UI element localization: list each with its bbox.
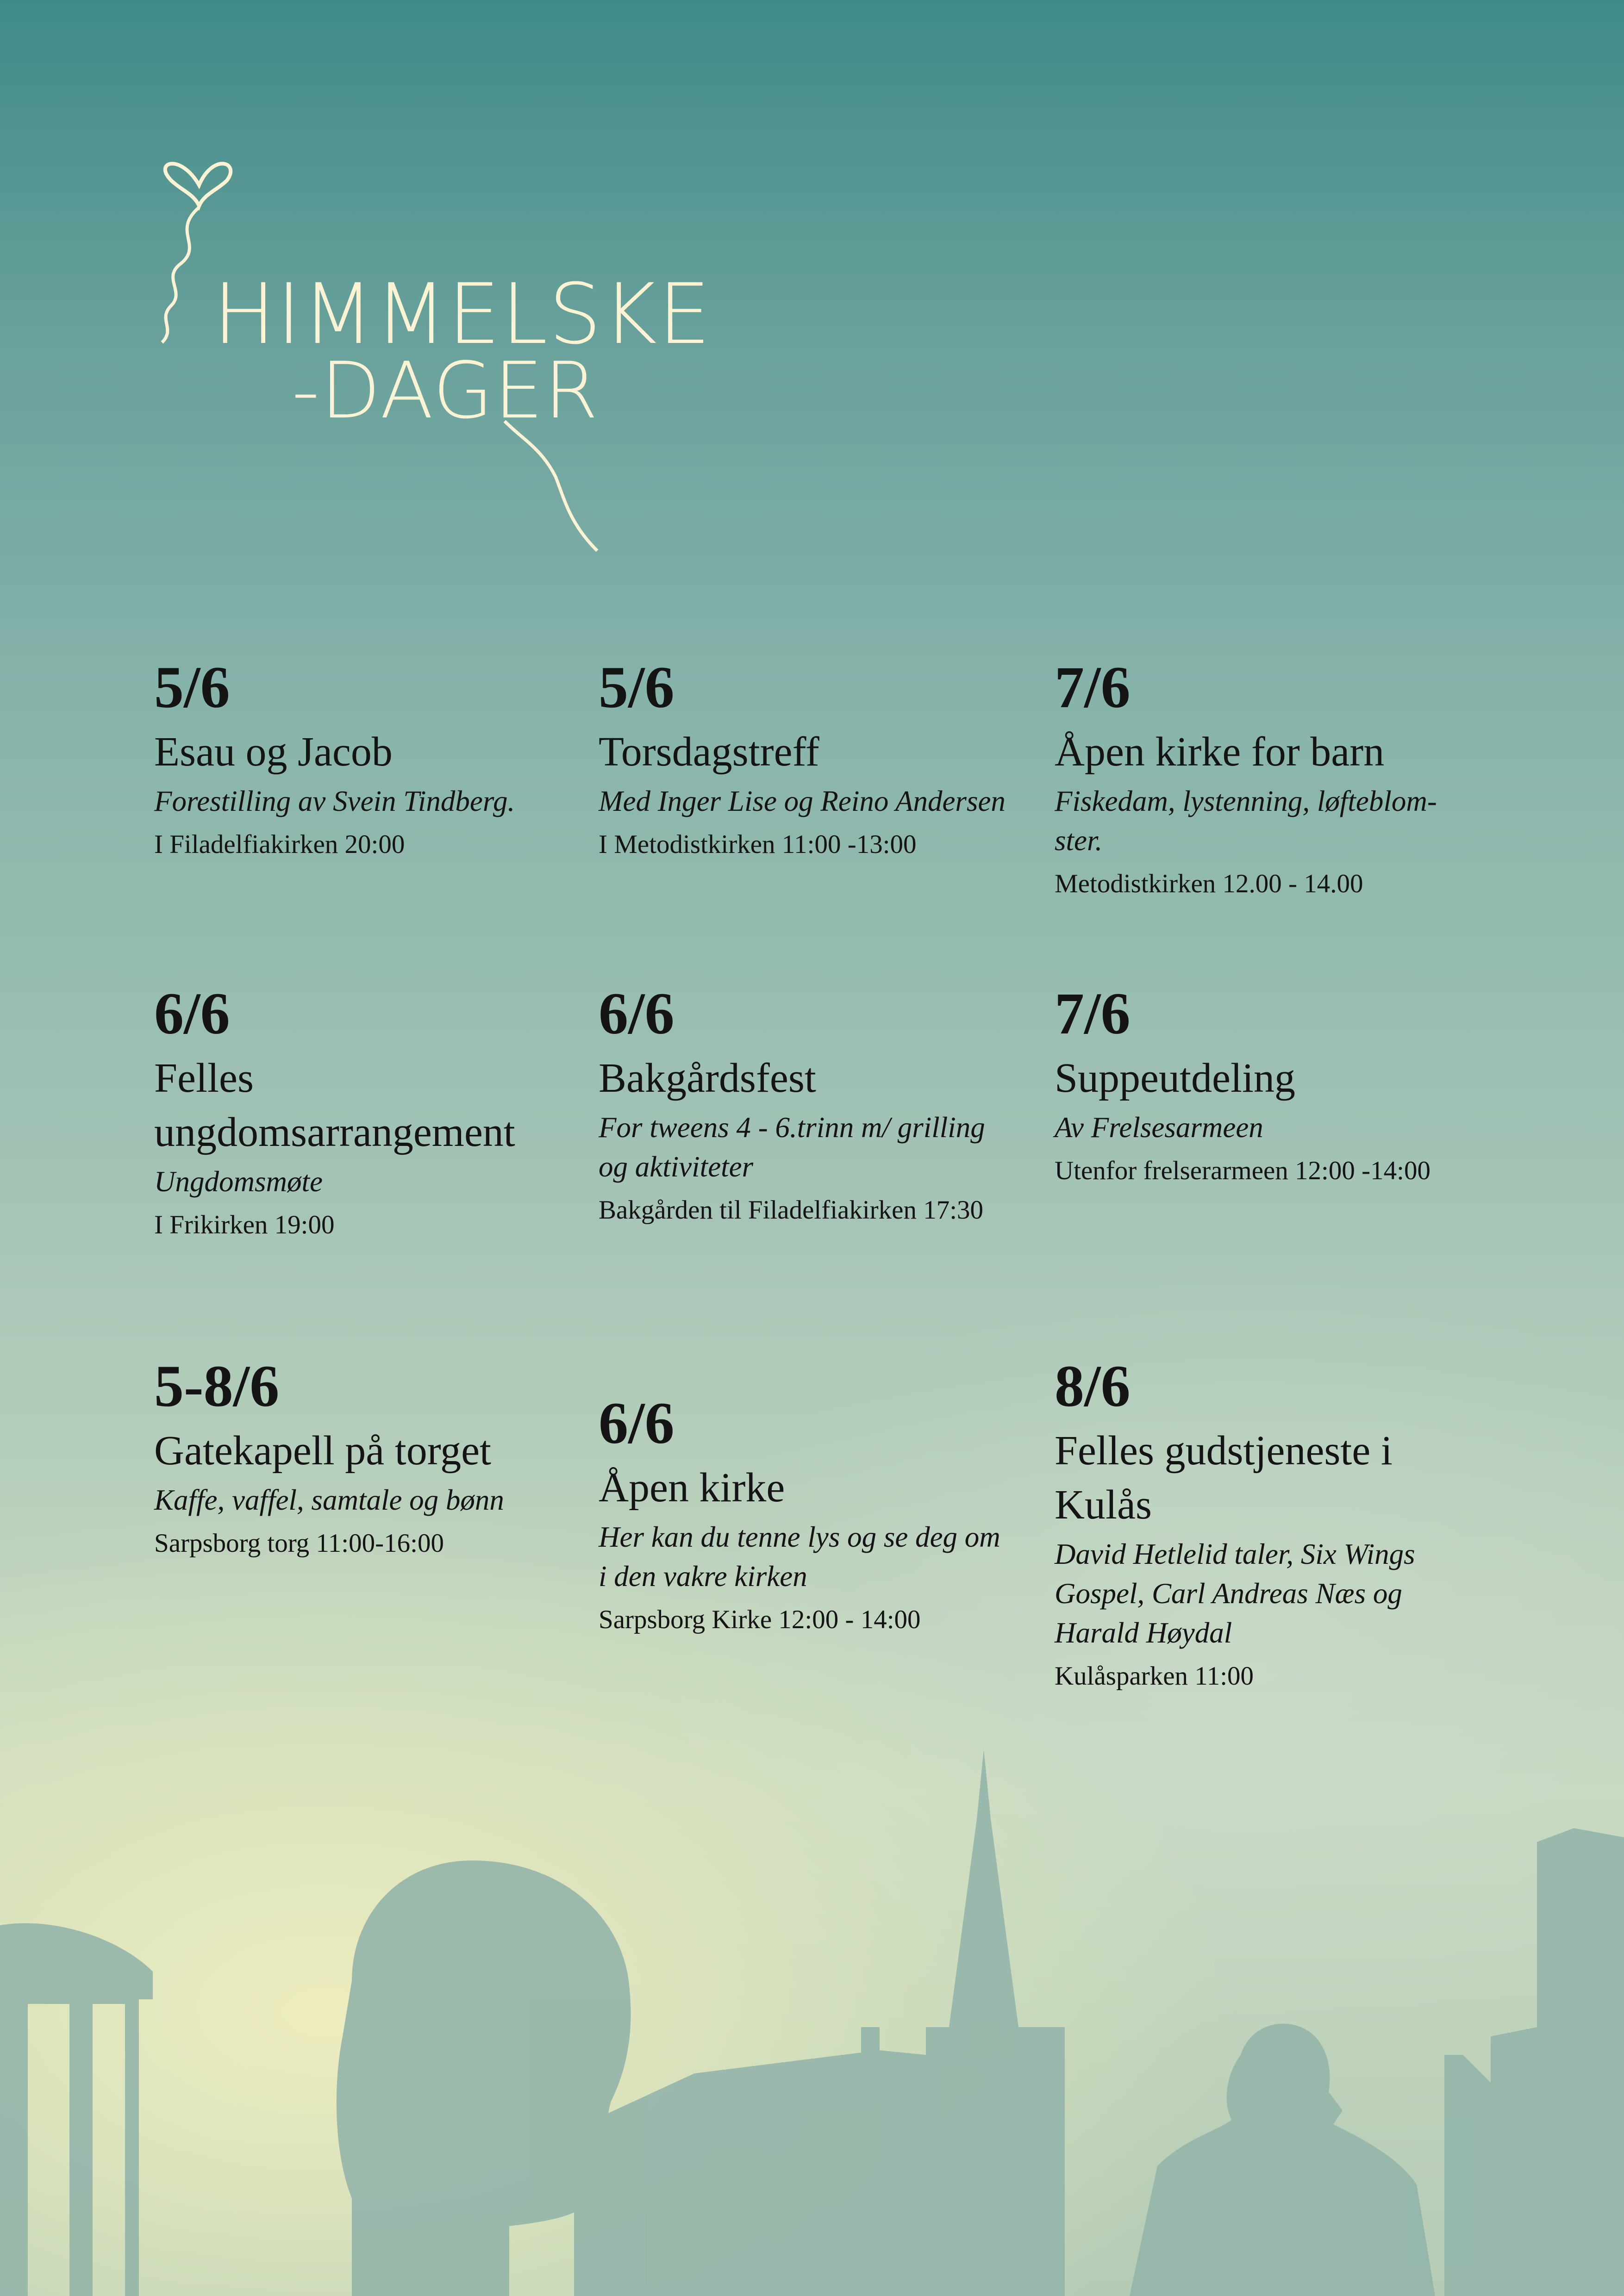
event-title: Gatekapell på torget <box>154 1427 492 1474</box>
event-date: 5/6 <box>599 654 675 720</box>
event-date: 7/6 <box>1055 654 1131 720</box>
event-date: 6/6 <box>154 981 230 1046</box>
event-place-time: I Frikirken 19:00 <box>154 1210 335 1239</box>
event-place-time: Bakgården til Filadelfiakirken 17:30 <box>599 1195 984 1225</box>
event-title: Esau og Jacob <box>154 728 393 775</box>
event-card <box>154 1354 571 1563</box>
event-date: 5/6 <box>154 654 230 720</box>
city-skyline-silhouette <box>0 1620 1624 2296</box>
event-card <box>154 655 571 864</box>
event-card <box>1055 981 1471 1190</box>
event-description: Kaffe, vaffel, samtale og bønn <box>154 1483 504 1516</box>
event-description: Med Inger Lise og Reino Andersen <box>599 784 1006 817</box>
event-date: 8/6 <box>1055 1353 1131 1419</box>
logo-title-line1: HIMMELSKE <box>213 266 712 363</box>
event-description: David Hetlelid taler, Six Wings Gospel, Carl Andreas Næs og Harald Høydal <box>1055 1537 1415 1649</box>
event-place-time: Metodistkirken 12.00 - 14.00 <box>1055 869 1363 898</box>
event-date: 5-8/6 <box>154 1353 280 1419</box>
event-title: Felles gudstjeneste i Kulås <box>1055 1427 1393 1528</box>
event-card <box>154 981 571 1244</box>
event-place-time: I Filadelfiakirken 20:00 <box>154 829 405 859</box>
event-card <box>599 981 1015 1230</box>
event-title: Suppeutdeling <box>1055 1055 1295 1101</box>
event-place-time: Utenfor frelserarmeen 12:00 -14:00 <box>1055 1156 1430 1185</box>
logo-title-line2: -DAGER <box>292 345 600 436</box>
event-description: Av Frelsesarmeen <box>1055 1111 1263 1144</box>
event-date: 6/6 <box>599 981 675 1046</box>
event-title: Åpen kirke <box>599 1464 785 1511</box>
event-place-time: Sarpsborg Kirke 12:00 - 14:00 <box>599 1605 921 1634</box>
event-description: Fiskedam, lystenning, løfteblom-ster. <box>1055 784 1437 857</box>
event-card <box>599 655 1015 864</box>
event-place-time: I Metodistkirken 11:00 -13:00 <box>599 829 917 859</box>
event-description: For tweens 4 - 6.trinn m/ grilling og aktiviteter <box>599 1111 985 1183</box>
event-card <box>599 1391 1015 1639</box>
event-place-time: Kulåsparken 11:00 <box>1055 1661 1254 1691</box>
event-description: Forestilling av Svein Tindberg. <box>154 784 515 817</box>
event-title: Felles ungdomsarrangement <box>154 1055 515 1155</box>
event-description: Ungdomsmøte <box>154 1165 323 1198</box>
event-title: Åpen kirke for barn <box>1055 728 1385 775</box>
event-card <box>1055 655 1471 903</box>
event-description: Her kan du tenne lys og se deg om i den vakre kirken <box>599 1520 1000 1593</box>
event-title: Bakgårdsfest <box>599 1055 816 1101</box>
event-title: Torsdagstreff <box>599 728 819 775</box>
event-date: 7/6 <box>1055 981 1131 1046</box>
event-place-time: Sarpsborg torg 11:00-16:00 <box>154 1528 444 1558</box>
event-date: 6/6 <box>599 1390 675 1456</box>
